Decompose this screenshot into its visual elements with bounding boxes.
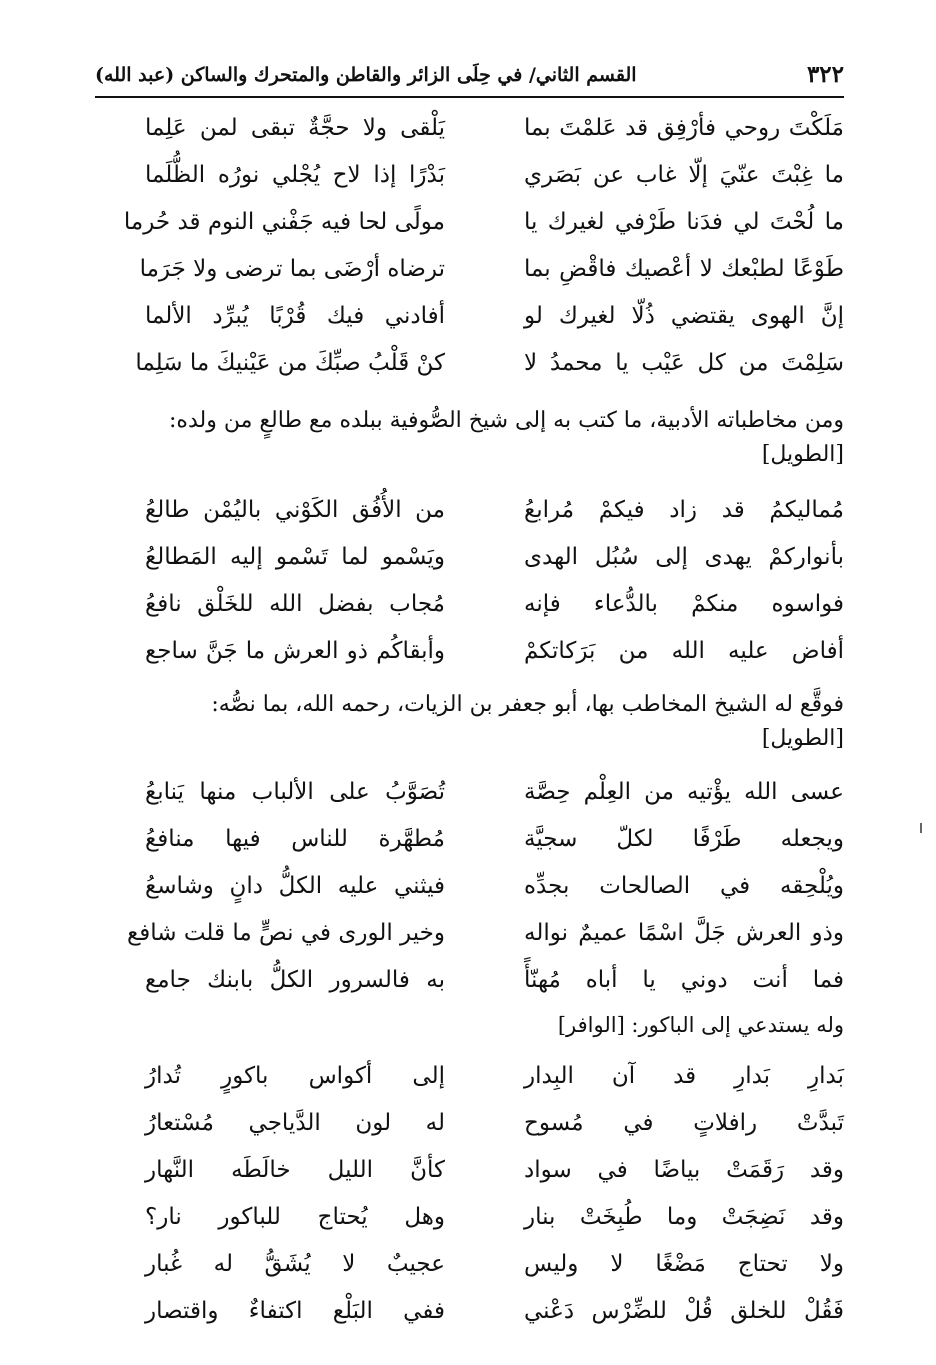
verse [95, 913, 844, 960]
verse [95, 490, 844, 537]
second-hemistich: مولًى لحا فيه جَفْني النوم قد حُرما [123, 209, 445, 235]
verse [95, 584, 844, 631]
second-hemistich: يَلْقى ولا حجَّةٌ تبقى لمن عَلِما [145, 115, 445, 141]
verse [95, 631, 844, 678]
first-hemistich: فواسوه منكمْ بالدُّعاء فإنه [524, 591, 844, 617]
first-hemistich: مُماليكمُ قد زاد فيكمْ مُرابعُ [524, 497, 844, 523]
paragraph-text: ومن مخاطباته الأدبية، ما كتب به إلى شيخ الصُّوفية ببلده مع طالعٍ من ولده: [169, 408, 844, 433]
verse [95, 1244, 844, 1291]
poem-4 [95, 1056, 844, 1338]
second-hemistich: إلى أكواس باكورٍ تُدارُ [145, 1063, 445, 1089]
first-hemistich: عسى الله يؤْتيه من العِلْم حِصَّة [524, 779, 844, 805]
verse [95, 202, 844, 249]
first-hemistich: بَدارِ بَدارِ قد آن البِدار [524, 1063, 844, 1089]
poem-3 [95, 772, 844, 1007]
first-hemistich: تَبدَّتْ رافلاتٍ في مُسوح [524, 1110, 844, 1136]
first-hemistich: ويجعله طَرْفًا لكلّ سجيَّة [524, 826, 844, 852]
verse [95, 108, 844, 155]
first-hemistich: إنَّ الهوى يقتضي ذُلّا لغيرك لو [524, 303, 844, 329]
second-hemistich: أفادني فيك قُرْبًا يُبرِّد الألما [145, 303, 445, 329]
first-hemistich: طَوْعًا لطبْعك لا أعْصيك فاقْضِ بما [524, 256, 844, 282]
prose-paragraph [95, 404, 844, 472]
first-hemistich: ويُلْحِقه في الصالحات بجدِّه [524, 873, 844, 899]
verse [95, 155, 844, 202]
second-hemistich: فيثني عليه الكلُّ دانٍ وشاسعُ [145, 873, 445, 899]
second-hemistich: ترضاه أرْضَى بما ترضى ولا جَرَما [139, 256, 445, 282]
first-hemistich: وذو العرش جَلَّ اسْمًا عميمٌ نواله [524, 920, 844, 946]
second-hemistich: من الأُفُق الكَوْني باليُمْن طالعُ [145, 497, 445, 523]
first-hemistich: سَلِمْتَ من كل عَيْب يا محمدُ لا [524, 350, 844, 376]
first-hemistich: وقد نَضِجَتْ وما طُبِخَتْ بنار [524, 1204, 844, 1230]
page-number: ٣٢٢ [806, 61, 844, 88]
second-hemistich: بَدْرًا إذا لاح يُجْلي نورُه الظُّلَما [145, 162, 445, 188]
second-hemistich: وأبقاكُم ذو العرش ما جَنَّ ساجع [145, 638, 445, 664]
second-hemistich: ففي البَلْع اكتفاءٌ واقتصار [145, 1298, 445, 1324]
first-hemistich: وقد رَقَمَتْ بياضًا في سواد [524, 1157, 844, 1183]
second-hemistich: تُصَوَّبُ على الألباب منها يَنابعُ [145, 779, 445, 805]
first-hemistich: بأنواركمْ يهدى إلى سُبُل الهدى [524, 544, 844, 570]
meter-label: [الطويل] [761, 726, 844, 751]
first-hemistich: ولا تحتاج مَضْغًا لا وليس [524, 1251, 844, 1277]
verse [95, 343, 844, 390]
scan-mark [920, 823, 922, 833]
second-hemistich: كنْ قَلْبُ صبِّكَ من عَيْنيكَ ما سَلِما [135, 350, 445, 376]
verse [95, 249, 844, 296]
second-hemistich: به فالسرور الكلُّ بابنك جامع [145, 967, 445, 993]
second-hemistich: كأنَّ الليل خالَطَه النَّهار [145, 1157, 445, 1183]
verse [95, 1056, 844, 1103]
verse [95, 1291, 844, 1338]
verse [95, 819, 844, 866]
verse [95, 296, 844, 343]
first-hemistich: فما أنت دوني يا أباه مُهنّأً [524, 967, 844, 993]
verse [95, 772, 844, 819]
running-title: القسم الثاني/ في حِلَى الزائر والقاطن والمتحرك والساكن (عبد الله) [95, 64, 637, 86]
page-header [95, 58, 844, 98]
second-hemistich: مُجاب بفضل الله للخَلْق نافعُ [145, 591, 445, 617]
verse [95, 1197, 844, 1244]
second-hemistich: له لون الدَّياجي مُسْتعارُ [145, 1110, 445, 1136]
poem-1 [95, 108, 844, 390]
first-hemistich: ما لُحْتَ لي فدَنا طَرْفي لغيرك يا [524, 209, 844, 235]
first-hemistich: فَقُلْ للخلق قُلْ للضِّرْس دَعْني [524, 1298, 844, 1324]
first-hemistich: أفاض عليه الله من بَرَكاتكمْ [524, 638, 844, 664]
second-hemistich: ويَسْمو لما تَسْمو إليه المَطالعُ [145, 544, 445, 570]
poem-intro: وله يستدعي إلى الباكور: [الوافر] [557, 1013, 844, 1037]
second-hemistich: عجيبٌ لا يُشَقُّ له غُبار [145, 1251, 445, 1277]
meter-label: [الطويل] [761, 442, 844, 467]
second-hemistich: وخير الورى في نصٍّ ما قلت شافع [127, 920, 445, 946]
paragraph-text: فوقَّع له الشيخ المخاطب بها، أبو جعفر بن الزيات، رحمه الله، بما نصُّه: [211, 692, 844, 717]
verse [95, 960, 844, 1007]
first-hemistich: مَلَكْتَ روحي فأرْفِق قد عَلمْتَ بما [524, 115, 844, 141]
verse [95, 1150, 844, 1197]
first-hemistich: ما غِبْتَ عنّيَ إلّا غاب عن بَصَري [524, 162, 844, 188]
second-hemistich: وهل يُحتاج للباكور نار؟ [145, 1204, 445, 1230]
second-hemistich: مُطهَّرة للناس فيها منافعُ [145, 826, 445, 852]
prose-paragraph [95, 688, 844, 756]
verse [95, 1103, 844, 1150]
verse [95, 866, 844, 913]
verse [95, 537, 844, 584]
poem-2 [95, 490, 844, 678]
